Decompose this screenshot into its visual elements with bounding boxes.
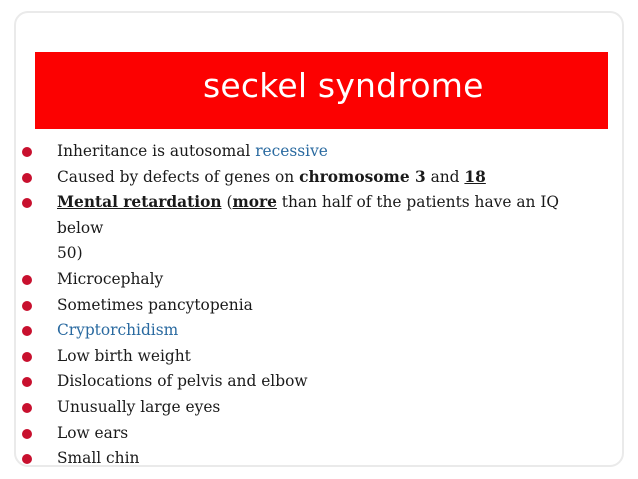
bullet-icon [22,198,32,208]
highlight-text: Cryptorchidism [57,321,179,340]
bullet-icon [22,377,32,387]
list-item: Unusually large eyes [19,395,609,421]
list-item: Dislocations of pelvis and elbow [19,369,609,395]
list-item: Inheritance is autosomal recessive [19,139,609,165]
list-item: Microcephaly [19,267,609,293]
bullet-icon [22,275,32,285]
bullet-icon [22,173,32,183]
title-bar [35,52,608,129]
bullet-icon [22,403,32,413]
bullet-icon [22,301,32,311]
wrapped-line: 50) [57,244,83,263]
list-item: Caused by defects of genes on chromosome 3 and 18 [19,165,609,191]
list-item: Sometimes pancytopenia [19,293,609,319]
list-item [19,318,609,344]
list-item: Low birth weight [19,344,609,370]
bullet-icon [22,326,32,336]
bullet-icon [22,147,32,157]
bold-underlined-text: Mental retardation [57,193,222,212]
slide-title: seckel syndrome [203,66,484,105]
bullet-list [19,139,609,472]
bullet-icon [22,429,32,439]
list-item: Low ears [19,421,609,447]
bold-text: chromosome 3 [299,167,426,186]
bullet-icon [22,454,32,464]
bold-underlined-text: 18 [464,167,486,186]
bold-underlined-text: more [232,193,277,212]
highlight-text: recessive [255,142,328,160]
list-item: Small chin [19,446,609,472]
bullet-icon [22,352,32,362]
list-item: Mental retardation (more than half of the patients have an IQ below 50) [19,190,609,267]
